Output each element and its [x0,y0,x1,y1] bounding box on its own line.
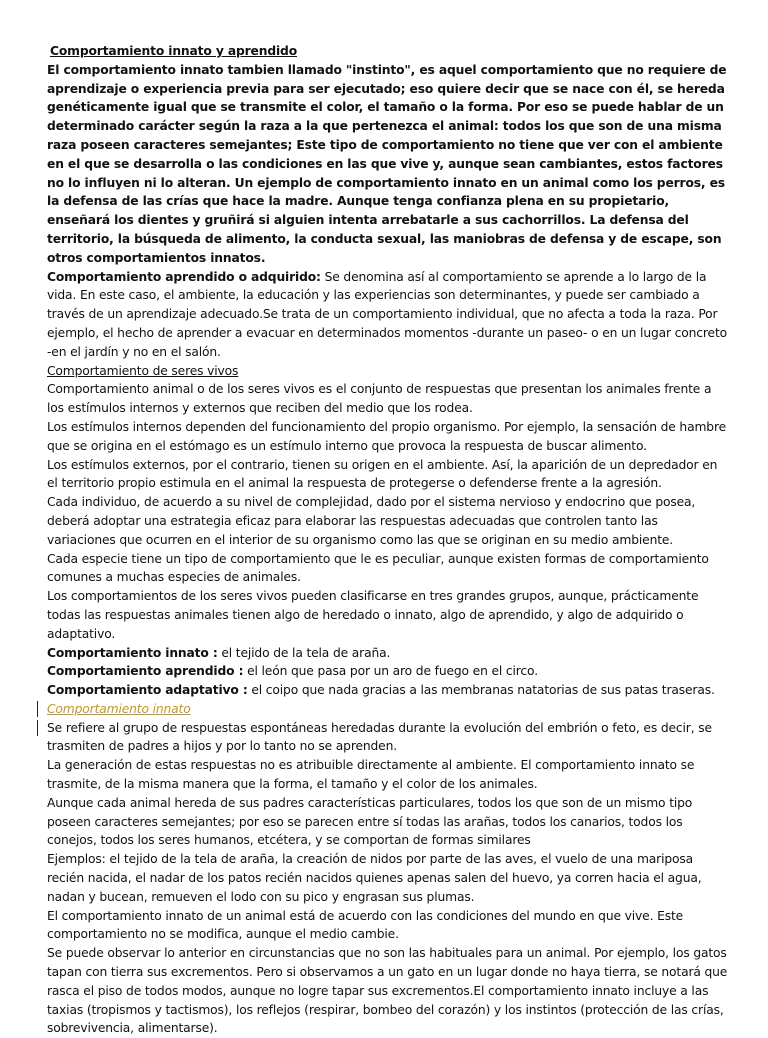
paragraph-aprendido [47,268,728,362]
paragraph-innato-5: El comportamiento innato de un animal está de acuerdo con las condiciones del mundo en que vive. Este comportamiento no se modifica, aunque el medio cambie. [47,908,684,942]
innato-section-start [47,700,728,756]
example-innato-label: Comportamiento innato : [47,645,218,660]
example-aprendido [47,662,728,681]
example-innato [47,644,728,663]
text-cursor-bar [37,720,38,736]
paragraph-innato-intro [47,61,728,268]
example-adaptativo-label: Comportamiento adaptativo : [47,683,248,698]
paragraph-seres-4: Cada individuo, de acuerdo a su nivel de complejidad, dado por el sistema nervioso y endocrino que posea, deberá adoptar una estrategia eficaz para elaborar las respuestas adecuadas que controlen tanto las variaciones que ocurren en el interior de su organismo como las que se originan en su medio ambiente. [47,495,696,547]
example-adaptativo [47,681,728,700]
aprendido-label: Comportamiento aprendido o adquirido: [47,269,321,284]
paragraph-seres-2: Los estímulos internos dependen del funcionamiento del propio organismo. Por ejemplo, la sensación de hambre que se origina en el estómago es un estímulo interno que provoca la respuesta de buscar alimento. [47,419,727,453]
example-innato-text: el tejido de la tela de araña. [217,645,391,660]
heading-seres-vivos: Comportamiento de seres vivos [47,363,239,378]
paragraph-innato-3: Aunque cada animal hereda de sus padres características particulares, todos los que son de un mismo tipo poseen caracteres semejantes; por eso se parecen entre sí todas las arañas, todos los canarios, todos los conejos, todos los seres humanos, etcétera, y se comportan de formas similares [47,795,693,848]
document-title: Comportamiento innato y aprendido [50,44,298,58]
example-aprendido-label: Comportamiento aprendido : [47,664,244,679]
innato-intro-text: El comportamiento innato tambien llamado "instinto", es aquel comportamiento que no requiere de aprendizaje o experiencia previa para ser ejecutado; eso quiere decir que se nace con él, se hereda genéticamente igual que se transmite el color, el tamaño o la forma. Por eso se puede hablar de un determinado carácter según la raza a la que pertenezca el animal: todos los que son de una misma raza poseen caracteres semejantes; Este tipo de comportamiento no tiene que ver con el ambiente en el que se desarrolla o las condiciones en las que vive y, aunque sean cambiantes, estos factores no lo influyen ni lo alteran. Un ejemplo de comportamiento innato en un animal como los perros, es la defensa de las crías que hace la madre. Aunque tenga confianza plena en su propietario, enseñará los dientes y gruñirá si alguien intenta arrebatarle a sus cachorrillos. La defensa del territorio, la búsqueda de alimento, la conducta sexual, las maniobras de defensa y de escape, son otros comportamientos innatos. [47,62,727,265]
paragraph-innato-1: Se refiere al grupo de respuestas espontáneas heredadas durante la evolución del embrión o feto, es decir, se trasmiten de padres a hijos y por lo tanto no se aprenden. [47,720,712,754]
paragraph-seres-1: Comportamiento animal o de los seres vivos es el conjunto de respuestas que presentan los animales frente a los estímulos internos y externos que reciben del medio que los rodea. [47,382,712,416]
paragraph-seres-5: Cada especie tiene un tipo de comportamiento que le es peculiar, aunque existen formas de comportamiento comunes a muchas especies de animales. [47,551,709,585]
paragraph-innato-6: Se puede observar lo anterior en circunstancias que no son las habituales para un animal. Por ejemplo, los gatos tapan con tierra sus excrementos. Pero si observamos a un gato en un lugar donde no haya tierra, se notará que rasca el piso de todos modos, aunque no logre tapar sus excrementos.El comportamiento innato incluye a las taxias (tropismos y tactismos), los reflejos (respirar, bombeo del corazón) y los instintos (protección de las crías, sobrevivencia, alimentarse). [47,946,728,1036]
aprendido-text: Se denomina así al comportamiento se aprende a lo largo de la vida. En este caso, el ambiente, la educación y las experiencias son determinantes, y puede ser cambiado a través de un aprendizaje adecuado.Se trata de un comportamiento individual, que no afecta a toda la raza. Por ejemplo, el hecho de aprender a evacuar en determinados momentos -durante un paseo- o en un lugar concreto -en el jardín y no en el salón. [47,269,728,359]
example-aprendido-text: el león que pasa por un aro de fuego en el circo. [243,664,538,679]
heading-comportamiento-innato[interactable]: Comportamiento innato [47,701,191,716]
paragraph-innato-2: La generación de estas respuestas no es atribuible directamente al ambiente. El comportamiento innato se trasmite, de la misma manera que la forma, el tamaño y el color de los animales. [47,758,695,792]
paragraph-seres-3: Los estímulos externos, por el contrario, tienen su origen en el ambiente. Así, la aparición de un depredador en el territorio propio estimula en el animal la respuesta de protegerse o defenderse frente a la agresión. [47,457,718,491]
paragraph-seres-6: Los comportamientos de los seres vivos pueden clasificarse en tres grandes grupos, aunque, prácticamente todas las respuestas animales tienen algo de heredado o innato, algo de aprendido, y algo de adquirido o adaptativo. [47,589,699,641]
example-adaptativo-text: el coipo que nada gracias a las membranas natatorias de sus patas traseras. [247,683,715,698]
text-cursor-bar [37,701,38,717]
paragraph-innato-4: Ejemplos: el tejido de la tela de araña, la creación de nidos por parte de las aves, el vuelo de una mariposa recién nacida, el nadar de los patos recién nacidos quienes apenas salen del huevo, ya corren hacia el agua, nadan y bucean, remueven el lodo con su pico y engrasan sus plumas. [47,852,702,904]
